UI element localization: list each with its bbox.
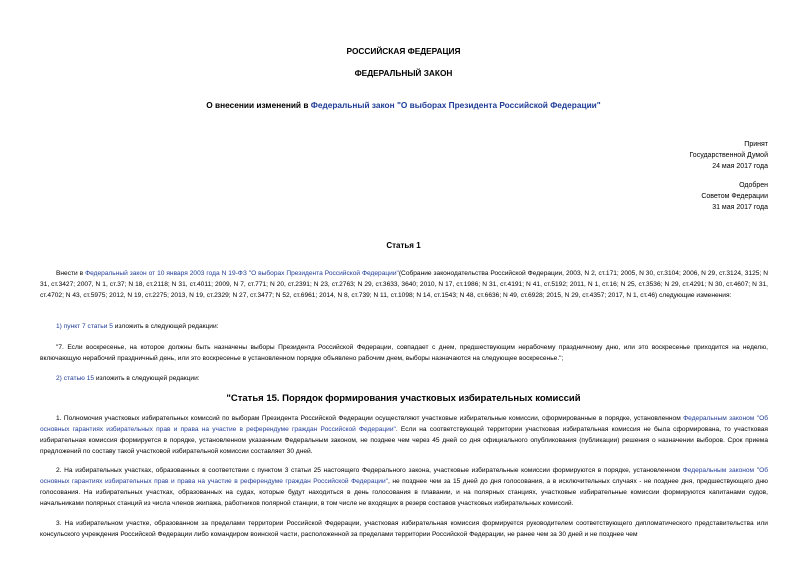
approved-block (701, 180, 768, 213)
adopted-date: 24 мая 2017 года (712, 163, 768, 170)
article15-p1 (40, 413, 768, 457)
item1 (40, 321, 768, 332)
law-title-prefix: О внесении изменений в (206, 100, 311, 110)
p1-text-a: 1. Полномочия участковых избирательных комиссий по выборам Президента Российской Федерации осуществляют участковые избирательные комиссии, сформированные в порядке, установленном (56, 415, 684, 422)
guarantees-law-link[interactable]: Федеральным законом "Об основных гарантиях избирательных прав и права на участие в референдуме граждан Российской Федерации" (40, 467, 768, 485)
item2-number: 2) (56, 375, 64, 382)
law-19fz-link[interactable]: Федеральный закон от 10 января 2003 года N 19-ФЗ "О выборах Президента Российской Федерации" (85, 270, 399, 277)
item1-number: 1) (56, 323, 64, 330)
approved-line: Одобрен (739, 182, 768, 189)
article1-heading: Статья 1 (386, 241, 421, 250)
p1-text-b: . Если на соответствующей территории участковая избирательная комиссия не была сформирована, то участковая избирательная комиссия формируется в порядке, установленном указанным Федеральным законом, не позднее чем через 45 дней со дня официального опубликования (публикации) решения о назначении выборов. Срок приема предложений по составу такой участковой избирательной комиссии составляет 30 дней. (40, 426, 768, 455)
item1-link[interactable]: пункт 7 статьи 5 (63, 323, 113, 330)
adopted-block (689, 139, 768, 172)
item1-rest: изложить в следующей редакции: (112, 323, 219, 330)
p2-text-b: , не позднее чем за 15 дней до дня голосования, а в исключительных случаях - не позднее дня, предшествующего дню голосования. На избирательных участках, образованных на судах, которые будут находиться в день голосования в плавании, и на полярных станциях, участковые избирательные комиссии формируются капитанами судов, начальниками полярных станций из числа членов экипажа, работников полярной станции, в том числе не входящих в резерв составов участковых избирательных комиссий. (40, 478, 768, 507)
law-title-link[interactable]: Федеральный закон "О выборах Президента Российской Федерации" (310, 100, 601, 110)
adopted-line: Принят (744, 141, 768, 148)
intro-rest: (Собрание законодательства Российской Федерации, 2003, N 2, ст.171; 2005, N 30, ст.3104; 2006, N 29, ст.3124, 3125; N 31, ст.3427; 2007, N 1, ст.37; N 18, ст.2118; N 31, ст.4011; 2009, N 7, ст.771; N 20, ст.2391; N 23, ст.2763; N 29, ст.3633, 3640; 2010, N 17, ст.1986; N 31, ст.4191; N 41, ст.5192; 2011, N 1, ст.16; N 25, ст.3536; N 29, ст.4291; N 30, ст.4607; N 31, ст.4702; N 43, ст.5975; 2012, N 19, ст.2275; 2013, N 19, ст.2329; N 27, ст.3477; N 52, ст.6961; 2014, N 8, ст.739; N 11, ст.1098; N 14, ст.1543; N 48, ст.6636; N 49, ст.6928; 2015, N 29, ст.4357; 2017, N 1, ст.46) следующие изменения: (40, 270, 768, 299)
article15-p3: 3. На избирательном участке, образованном за пределами территории Российской Федерации, участковая избирательная комиссия формируется руководителем соответствующего дипломатического представительства или консульского учреждения Российской Федерации либо командиром воинской части, расположенной за пределами территории Российской Федерации, не ранее чем за 30 дней и не позднее чем (40, 520, 768, 538)
country-heading: РОССИЙСКАЯ ФЕДЕРАЦИЯ (346, 46, 461, 56)
p2-text-a: 2. На избирательных участках, образованных в соответствии с пунктом 3 статьи 25 настоящего Федерального закона, участковые избирательные комиссии формируются в порядке, установленном (56, 467, 683, 474)
article1-intro (40, 268, 768, 301)
law-title (0, 100, 807, 110)
article15-p2 (40, 465, 768, 509)
approved-line: Советом Федерации (701, 193, 768, 200)
approved-date: 31 мая 2017 года (712, 204, 768, 211)
intro-prefix: Внести в (56, 270, 86, 277)
quote-point7: "7. Если воскресенье, на которое должны быть назначены выборы Президента Российской Федерации, совпадает с днем, предшествующим нерабочему праздничному дню, или это воскресенье приходится на неделю, включающую нерабочий праздничный день, или это воскресенье в установленном порядке объявлено рабочим днем, выборы назначаются на следующее воскресенье."; (40, 344, 768, 362)
law-type-heading: ФЕДЕРАЛЬНЫЙ ЗАКОН (354, 68, 453, 78)
guarantees-law-link[interactable]: Федеральным законом "Об основных гарантиях избирательных прав и права на участие в референдуме граждан Российской Федерации" (40, 415, 768, 433)
item2-rest: изложить в следующей редакции: (94, 375, 200, 382)
item2 (40, 373, 768, 384)
adopted-line: Государственной Думой (689, 152, 768, 159)
article15-heading: "Статья 15. Порядок формирования участковых избирательных комиссий (226, 393, 581, 404)
item2-link[interactable]: статью 15 (63, 375, 95, 382)
